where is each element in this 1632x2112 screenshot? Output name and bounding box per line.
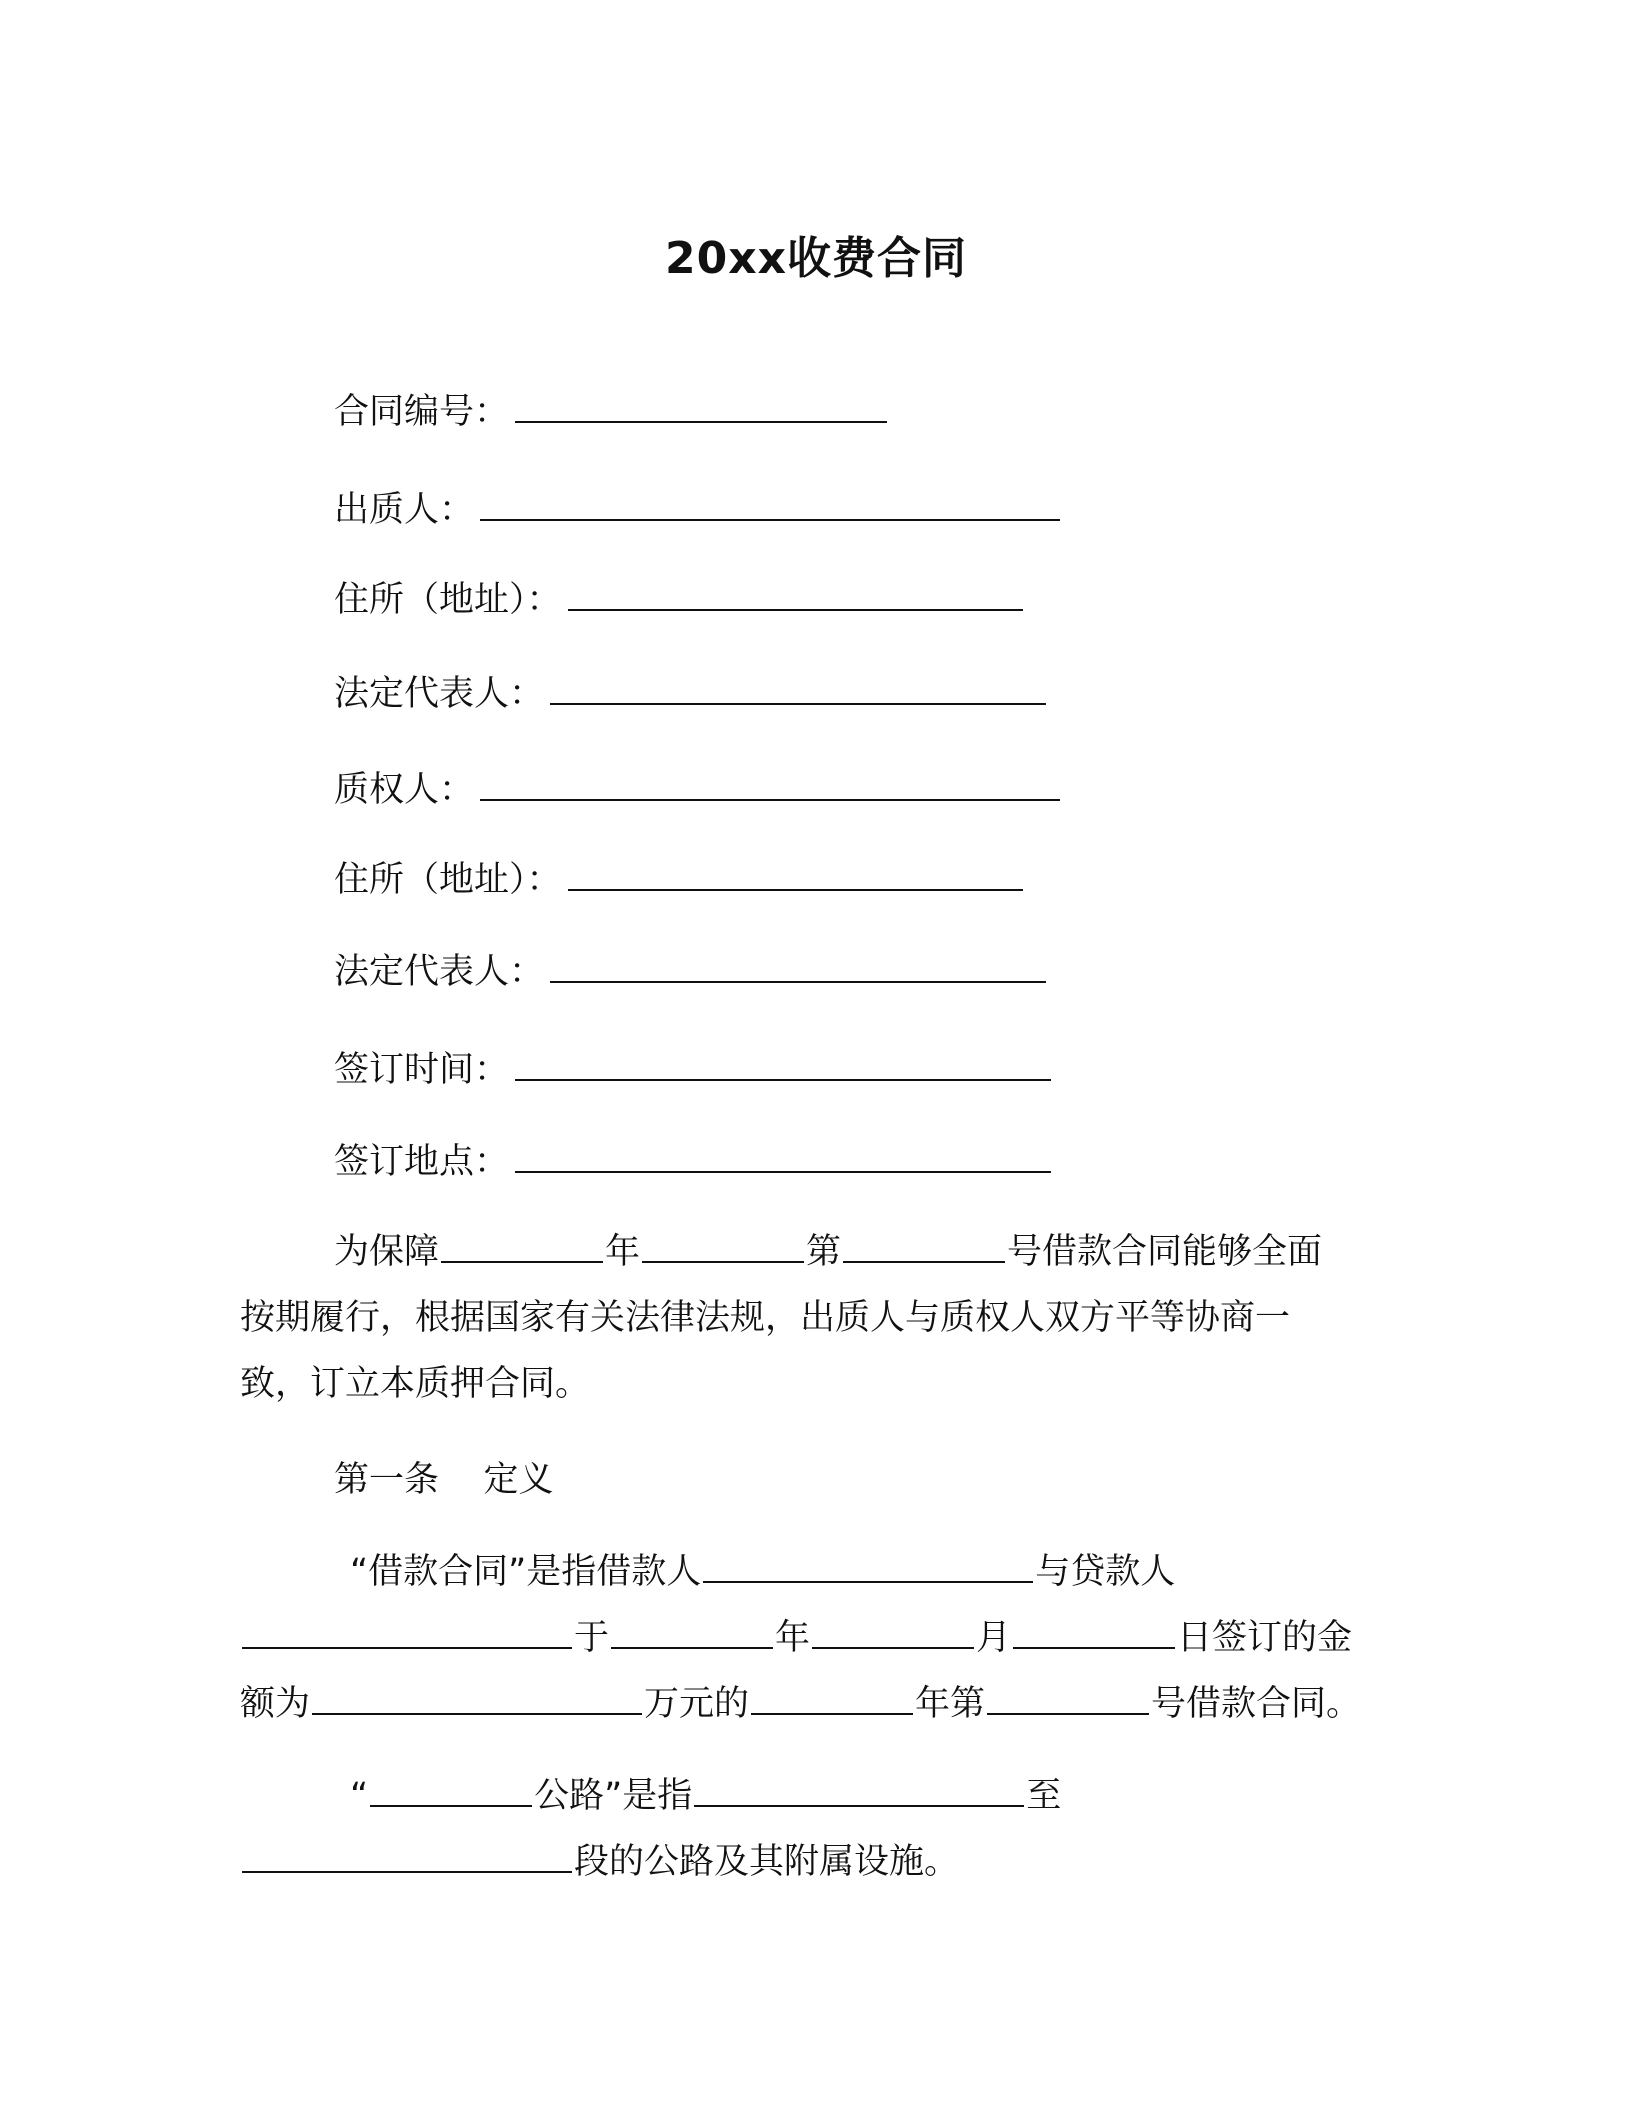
preamble-text: 致，订立本质押合同。 xyxy=(240,1364,591,1404)
fill-blank[interactable] xyxy=(441,1260,603,1263)
preamble-text: 年 xyxy=(605,1232,641,1272)
definition-text: 额为 xyxy=(240,1684,311,1724)
contract-number-field xyxy=(334,384,889,434)
fill-blank[interactable] xyxy=(550,702,1046,705)
field-label: 出质人： xyxy=(334,490,475,530)
field-label: 签订地点： xyxy=(334,1142,510,1182)
definition-text: 年 xyxy=(775,1618,811,1658)
fill-blank[interactable] xyxy=(642,1260,804,1263)
preamble-text: 按期履行，根据国家有关法律法规，出质人与质权人双方平等协商一 xyxy=(240,1298,1291,1338)
preamble-text: 号借款合同能够全面 xyxy=(1007,1232,1323,1272)
fill-blank[interactable] xyxy=(987,1712,1149,1715)
fill-blank[interactable] xyxy=(312,1712,642,1715)
fill-blank[interactable] xyxy=(694,1804,1024,1807)
loan-definition-line-3 xyxy=(240,1676,1361,1726)
preamble-text: 第 xyxy=(806,1232,842,1272)
fill-blank[interactable] xyxy=(751,1712,913,1715)
field-label: 合同编号： xyxy=(334,392,510,432)
preamble-line-3 xyxy=(240,1356,590,1406)
road-definition-line-1 xyxy=(350,1768,1061,1818)
fill-blank[interactable] xyxy=(480,518,1060,521)
preamble-text: 为保障 xyxy=(334,1232,440,1272)
fill-blank[interactable] xyxy=(242,1646,572,1649)
definition-text: 月 xyxy=(976,1618,1012,1658)
field-label: 法定代表人： xyxy=(334,952,545,992)
pledgor-representative-field xyxy=(334,666,1048,716)
fill-blank[interactable] xyxy=(568,608,1023,611)
road-definition-line-2 xyxy=(240,1834,959,1884)
definition-text: 至 xyxy=(1026,1776,1062,1816)
definition-text: 于 xyxy=(574,1618,610,1658)
field-label: 法定代表人： xyxy=(334,674,545,714)
fill-blank[interactable] xyxy=(611,1646,773,1649)
definition-text: 公路”是指 xyxy=(534,1776,693,1816)
document-title: 20xx收费合同 xyxy=(665,233,967,284)
fill-blank[interactable] xyxy=(370,1804,532,1807)
pledgee-address-field xyxy=(334,852,1025,902)
pledgee-representative-field xyxy=(334,944,1048,994)
fill-blank[interactable] xyxy=(480,798,1060,801)
definition-text: “借款合同”是指借款人 xyxy=(350,1552,702,1592)
definition-text: 万元的 xyxy=(644,1684,750,1724)
fill-blank[interactable] xyxy=(515,1170,1051,1173)
fill-blank[interactable] xyxy=(843,1260,1005,1263)
fill-blank[interactable] xyxy=(1013,1646,1175,1649)
pledgee-field xyxy=(334,762,1062,812)
field-label: 质权人： xyxy=(334,770,475,810)
field-label: 住所（地址）： xyxy=(334,580,562,620)
signing-time-field xyxy=(334,1042,1053,1092)
fill-blank[interactable] xyxy=(703,1580,1033,1583)
pledgor-field xyxy=(334,482,1062,532)
fill-blank[interactable] xyxy=(242,1870,572,1873)
loan-definition-line-1 xyxy=(350,1544,1175,1594)
fill-blank[interactable] xyxy=(568,888,1023,891)
article-heading-text: 第一条 定义 xyxy=(334,1460,554,1500)
field-label: 签订时间： xyxy=(334,1050,510,1090)
field-label: 住所（地址）： xyxy=(334,860,562,900)
definition-text: 年第 xyxy=(915,1684,986,1724)
definition-text: 日签订的金 xyxy=(1177,1618,1353,1658)
signing-place-field xyxy=(334,1134,1053,1184)
fill-blank[interactable] xyxy=(515,420,887,423)
preamble-line-2 xyxy=(240,1290,1290,1340)
definition-text: “ xyxy=(350,1776,369,1816)
preamble-line-1 xyxy=(334,1224,1322,1274)
article-1-heading xyxy=(334,1452,554,1502)
fill-blank[interactable] xyxy=(515,1078,1051,1081)
fill-blank[interactable] xyxy=(812,1646,974,1649)
definition-text: 号借款合同。 xyxy=(1151,1684,1362,1724)
pledgor-address-field xyxy=(334,572,1025,622)
definition-text: 与贷款人 xyxy=(1035,1552,1176,1592)
definition-text: 段的公路及其附属设施。 xyxy=(574,1842,960,1882)
fill-blank[interactable] xyxy=(550,980,1046,983)
loan-definition-line-2 xyxy=(240,1610,1352,1660)
